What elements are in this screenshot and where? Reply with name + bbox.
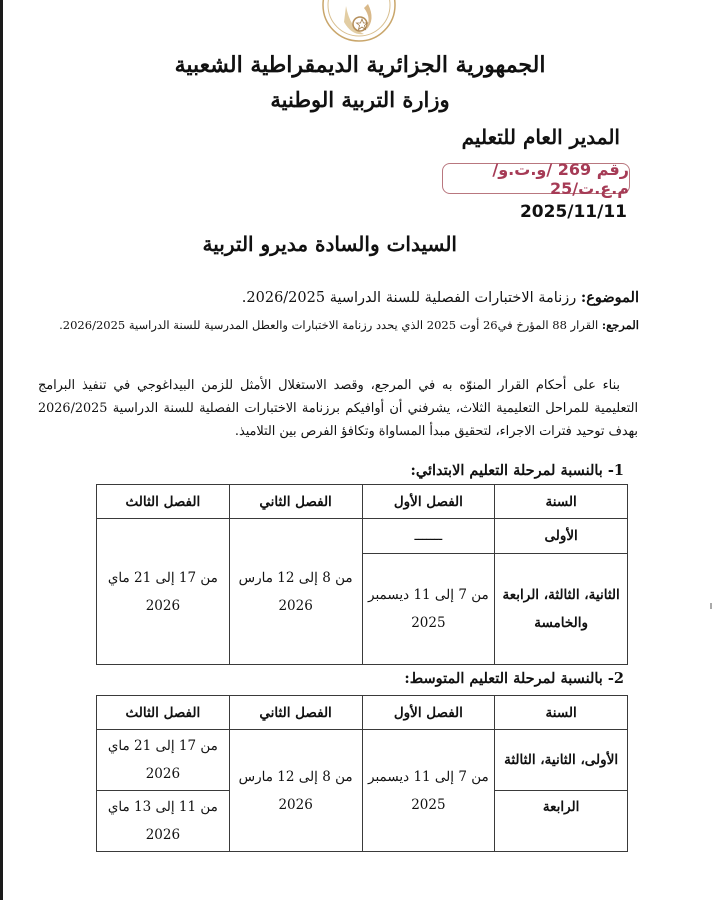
term2-cell [229,519,362,665]
scan-edge [0,0,3,900]
header-term3: الفصل الثالث [97,696,230,730]
term1-year: 2025 [411,796,446,813]
term3-year: 2026 [145,766,181,782]
reference-label: المرجع: [601,318,639,332]
republic-title: الجمهورية الجزائرية الديمقراطية الشعبية [174,52,546,78]
term3-cell [97,519,230,665]
ministry-title: وزارة التربية الوطنية [270,87,450,112]
middle-schedule-table [96,695,628,852]
subject-line [242,289,639,306]
body-paragraph: بناء على أحكام القرار المنوّه به في المرجع، وقصد الاستغلال الأمثل للزمن البيداغوجي في تنفيذ البرامج التعليمية للمراحل التعليمية الثلاث، يشرفني أن أوافيكم برزنامة الاختبارات الفصلية للسنة الدراسية 2026/2025 بهدف توحيد فترات الاجراء، لتحقيق مبدأ المساواة وتكافؤ الفرص بين التلاميذ. [38,378,638,439]
header-year: السنة [495,485,628,519]
section-middle-title: 2- بالنسبة لمرحلة التعليم المتوسط: [404,670,624,687]
term3-year: 2026 [145,597,181,614]
term2-range: من 8 إلى 12 مارس [238,768,353,785]
reference-text: القرار 88 المؤرخ في26 أوت 2025 الذي يحدد رزنامة الاختبارات والعطل المدرسية للسنة الدراسية 2026/2025. [59,318,602,332]
term3-year: 2026 [145,827,181,843]
primary-schedule-table [96,484,628,665]
term3-cell [97,791,230,852]
term2-range: من 8 إلى 12 مارس [238,569,353,586]
year-cell: الرابعة [495,791,628,852]
year-cell: الأولى [495,519,628,554]
table-row [97,519,628,554]
header-term3: الفصل الثالث [97,485,230,519]
term3-range: من 17 إلى 21 ماي [107,738,218,754]
header-term1: الفصل الأول [362,485,495,519]
reference-line [59,318,639,332]
term1-range: من 7 إلى 11 ديسمبر [368,768,489,785]
reference-number: رقم 269 /و.ت.و/ م.ع.ت/25 [492,159,629,198]
addressee: السيدات والسادة مديرو التربية [202,232,457,256]
reference-number-box [442,159,630,198]
term1-cell: ـــــــ [362,519,495,554]
table-header-row [97,485,628,519]
document-date: 2025/11/11 [519,202,627,222]
section-primary-title: 1- بالنسبة لمرحلة التعليم الابتدائي: [410,462,624,479]
algeria-emblem-icon [320,0,398,44]
term1-range: من 7 إلى 11 ديسمبر [368,587,489,603]
director-title: المدير العام للتعليم [461,125,620,149]
term2-cell [229,730,362,852]
header-year: السنة [495,696,628,730]
term1-cell [362,554,495,665]
term2-year: 2026 [278,796,313,813]
term3-range: من 17 إلى 21 ماي [107,569,218,586]
subject-text: رزنامة الاختبارات الفصلية للسنة الدراسية 2026/2025. [241,290,581,306]
header-term2: الفصل الثاني [229,485,362,519]
term1-year: 2025 [411,615,446,631]
term3-cell [97,730,230,791]
year-cell: الثانية، الثالثة، الرابعة والخامسة [495,554,628,665]
scan-artifact [710,603,712,609]
subject-label: الموضوع: [580,289,639,306]
term2-year: 2026 [278,597,313,614]
year-cell: الأولى، الثانية، الثالثة [495,730,628,791]
header-term1: الفصل الأول [362,696,495,730]
header-term2: الفصل الثاني [229,696,362,730]
table-header-row [97,696,628,730]
term1-cell [362,730,495,852]
table-row [97,730,628,791]
term3-range: من 11 إلى 13 ماي [107,799,218,815]
